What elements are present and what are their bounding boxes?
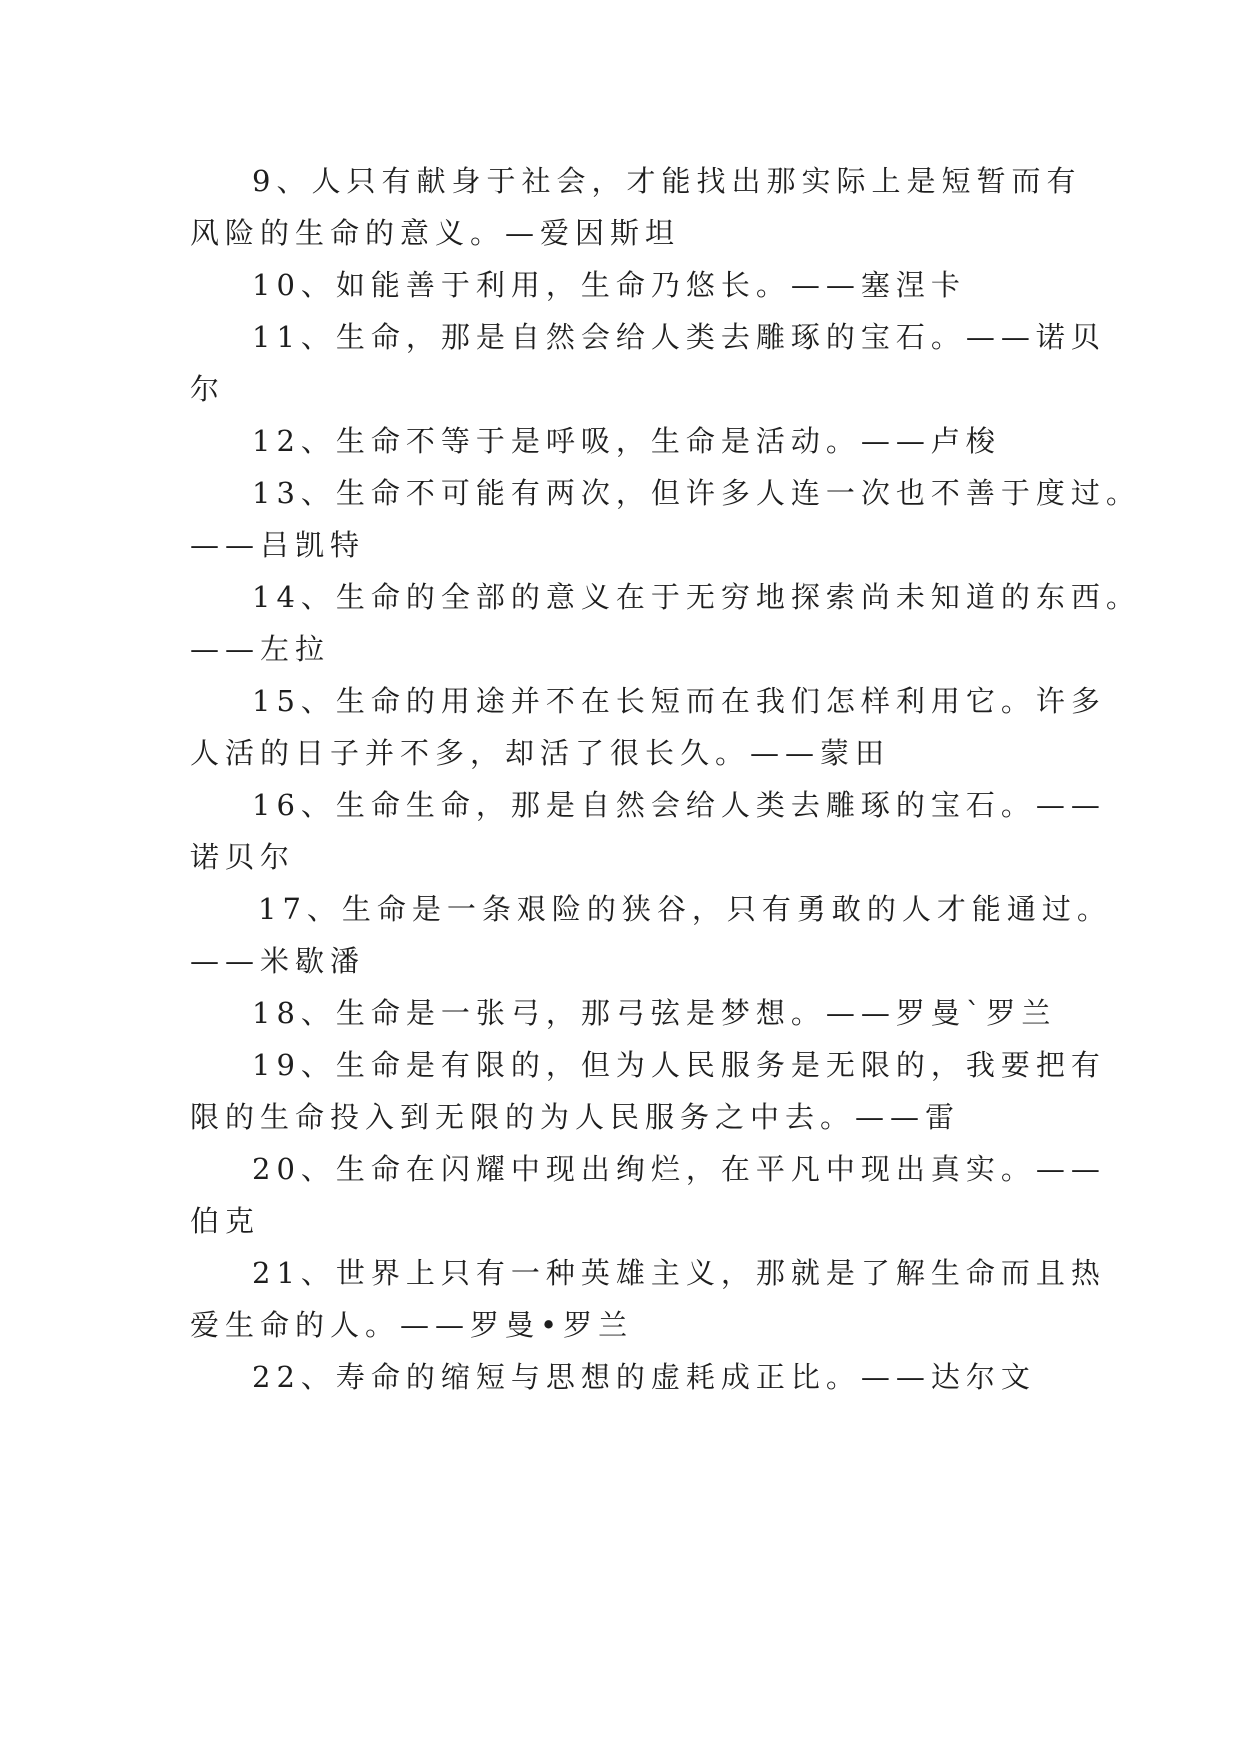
quote-line-first: 21、世界上只有一种英雄主义，那就是了解生命而且热	[252, 1256, 1106, 1290]
quote-line-continuation: ——米歇潘	[190, 944, 366, 978]
quote-line-first: 9、人只有献身于社会，才能找出那实际上是短暂而有	[252, 164, 1082, 198]
quote-line-continuation: 人活的日子并不多，却活了很长久。——蒙田	[190, 736, 891, 770]
quote-line-first: 15、生命的用途并不在长短而在我们怎样利用它。许多	[252, 684, 1106, 718]
quote-paragraph	[190, 311, 1106, 415]
quote-line-continuation: 尔	[190, 372, 226, 406]
quote-paragraph	[190, 1039, 1106, 1143]
quote-list	[190, 155, 1141, 1403]
quote-line-continuation: 伯克	[190, 1204, 261, 1238]
quote-line-first: 20、生命在闪耀中现出绚烂，在平凡中现出真实。——	[252, 1152, 1106, 1186]
quote-line-continuation: 爱生命的人。——罗曼•罗兰	[190, 1308, 634, 1342]
quote-line-first: 10、如能善于利用，生命乃悠长。——塞涅卡	[252, 268, 966, 302]
quote-line-continuation: ——吕凯特	[190, 528, 366, 562]
quote-paragraph	[190, 259, 1060, 311]
quote-line-first: 19、生命是有限的，但为人民服务是无限的，我要把有	[252, 1048, 1106, 1082]
quote-paragraph	[190, 467, 1141, 571]
quote-line-first: 22、寿命的缩短与思想的虚耗成正比。——达尔文	[252, 1360, 1036, 1394]
quote-line-continuation: ——左拉	[190, 632, 331, 666]
quote-line-first: 18、生命是一张弓，那弓弦是梦想。——罗曼`罗兰	[252, 996, 1057, 1030]
quote-paragraph	[190, 883, 1112, 987]
document-page	[190, 155, 1141, 1403]
quote-paragraph	[190, 155, 1082, 259]
quote-line-continuation: 风险的生命的意义。—爱因斯坦	[190, 216, 681, 250]
quote-paragraph	[190, 1351, 1060, 1403]
quote-paragraph	[190, 415, 1060, 467]
quote-paragraph	[190, 675, 1106, 779]
quote-line-first: 14、生命的全部的意义在于无穷地探索尚未知道的东西。	[252, 580, 1141, 614]
quote-paragraph	[190, 1143, 1106, 1247]
quote-line-continuation: 诺贝尔	[190, 840, 296, 874]
quote-paragraph	[190, 779, 1106, 883]
quote-line-first: 16、生命生命，那是自然会给人类去雕琢的宝石。——	[252, 788, 1106, 822]
quote-paragraph	[190, 571, 1141, 675]
quote-line-first: 13、生命不可能有两次，但许多人连一次也不善于度过。	[252, 476, 1141, 510]
quote-line-continuation: 限的生命投入到无限的为人民服务之中去。——雷	[190, 1100, 961, 1134]
quote-line-first: 12、生命不等于是呼吸，生命是活动。——卢梭	[252, 424, 1001, 458]
quote-line-first: 11、生命，那是自然会给人类去雕琢的宝石。——诺贝	[252, 320, 1106, 354]
quote-line-first: 17、生命是一条艰险的狭谷，只有勇敢的人才能通过。	[258, 892, 1112, 926]
quote-paragraph	[190, 1247, 1106, 1351]
quote-paragraph	[190, 987, 1060, 1039]
